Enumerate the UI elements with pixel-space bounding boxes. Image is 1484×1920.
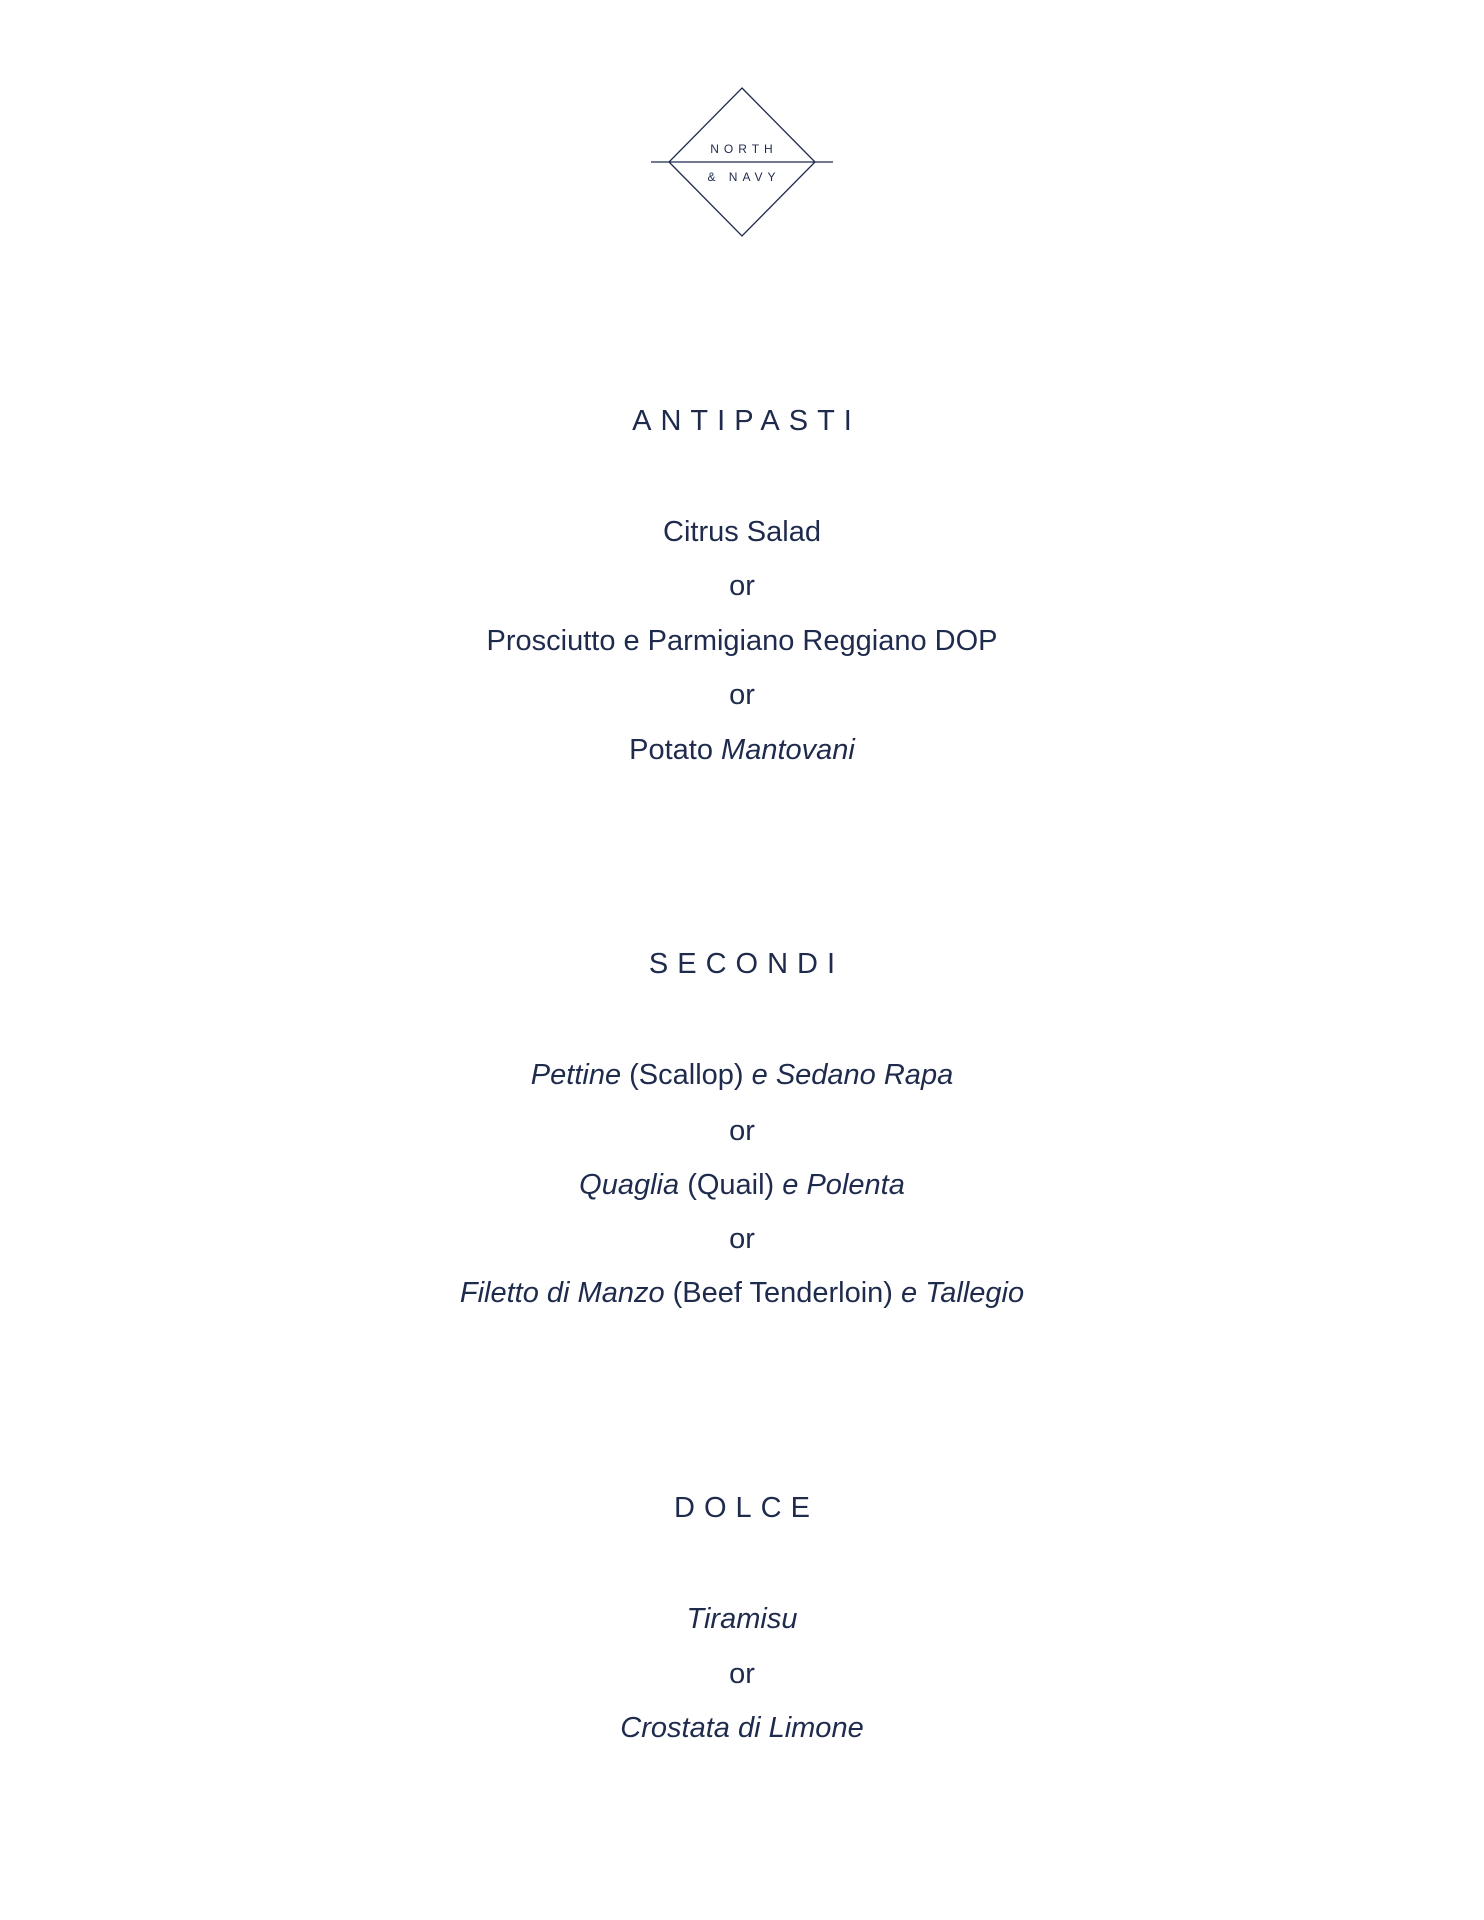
menu-item-crostata-di-limone: Crostata di Limone: [620, 1712, 864, 1744]
section-title-secondi: SECONDI: [648, 948, 845, 980]
menu-item-tiramisu: Tiramisu: [686, 1603, 798, 1635]
or-separator: or: [729, 679, 755, 711]
item-text: (Quail): [679, 1169, 783, 1201]
or-separator: or: [729, 570, 755, 602]
menu-item-quaglia: [0, 1168, 1484, 1202]
section-title-antipasti: ANTIPASTI: [632, 405, 861, 437]
item-text: (Scallop): [621, 1059, 752, 1091]
menu-item-citrus-salad: Citrus Salad: [663, 516, 821, 548]
logo-line-2: & NAVY: [707, 170, 781, 184]
logo-line-1: NORTH: [710, 142, 778, 156]
item-text-italic: Mantovani: [721, 734, 855, 766]
item-text-italic: Pettine: [530, 1059, 622, 1091]
menu-item-filetto-di-manzo: [0, 1276, 1484, 1310]
item-text-italic: e Tallegio: [901, 1277, 1025, 1309]
or-separator: or: [729, 1658, 755, 1690]
item-text: Potato: [629, 734, 722, 766]
item-text-italic: Quaglia: [579, 1169, 680, 1201]
diamond-logo-icon: [651, 87, 833, 237]
menu-item-prosciutto: Prosciutto e Parmigiano Reggiano DOP: [486, 625, 998, 657]
north-and-navy-logo: [651, 87, 833, 237]
section-title-dolce: DOLCE: [674, 1492, 819, 1524]
menu-item-pettine: [0, 1058, 1484, 1092]
item-text: (Beef Tenderloin): [664, 1277, 902, 1309]
item-text-italic: e Polenta: [782, 1169, 905, 1201]
or-separator: or: [729, 1115, 755, 1147]
menu-item-potato-mantovani: [0, 733, 1484, 767]
item-text-italic: Filetto di Manzo: [459, 1277, 665, 1309]
or-separator: or: [729, 1223, 755, 1255]
item-text-italic: e Sedano Rapa: [751, 1059, 954, 1091]
